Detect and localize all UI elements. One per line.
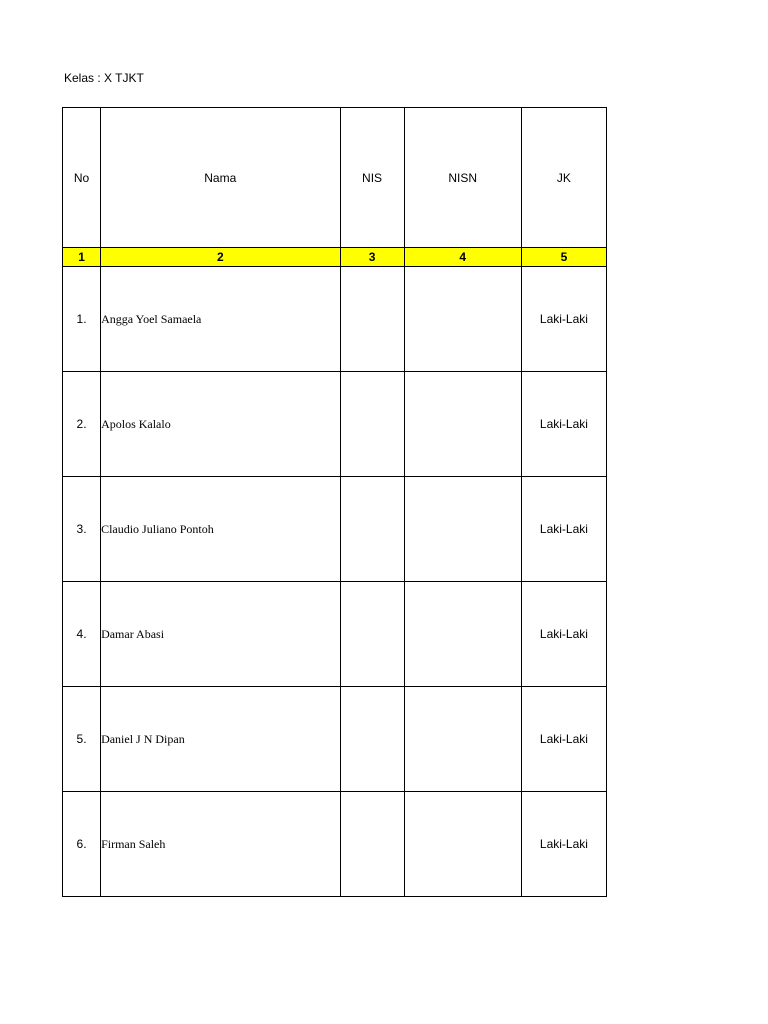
student-nisn [404,372,521,477]
student-gender: Laki-Laki [521,582,606,687]
row-number: 2. [63,372,101,477]
row-number: 4. [63,582,101,687]
student-nisn [404,477,521,582]
student-nisn [404,582,521,687]
student-nisn [404,792,521,897]
table-row [63,582,607,687]
student-nisn [404,687,521,792]
column-index-cell: 5 [521,248,606,267]
student-roster-table [62,107,607,897]
student-name: Firman Saleh [101,792,340,897]
student-nis [340,582,404,687]
header-nis: NIS [340,108,404,248]
table-row [63,372,607,477]
column-index-cell: 3 [340,248,404,267]
student-nis [340,687,404,792]
student-name: Damar Abasi [101,582,340,687]
table-row [63,792,607,897]
table-row [63,267,607,372]
column-index-cell: 4 [404,248,521,267]
row-number: 5. [63,687,101,792]
student-gender: Laki-Laki [521,372,606,477]
student-nis [340,477,404,582]
table-row [63,477,607,582]
student-name: Apolos Kalalo [101,372,340,477]
header-nisn: NISN [404,108,521,248]
student-gender: Laki-Laki [521,687,606,792]
header-nama: Nama [101,108,340,248]
column-index-cell: 2 [101,248,340,267]
header-no: No [63,108,101,248]
student-gender: Laki-Laki [521,477,606,582]
header-row [63,108,607,248]
column-index-row [63,248,607,267]
student-nis [340,372,404,477]
row-number: 6. [63,792,101,897]
student-nisn [404,267,521,372]
student-name: Daniel J N Dipan [101,687,340,792]
student-gender: Laki-Laki [521,267,606,372]
row-number: 1. [63,267,101,372]
class-label: Kelas : X TJKT [64,71,144,85]
student-nis [340,792,404,897]
student-gender: Laki-Laki [521,792,606,897]
student-nis [340,267,404,372]
row-number: 3. [63,477,101,582]
header-jk: JK [521,108,606,248]
student-name: Claudio Juliano Pontoh [101,477,340,582]
student-name: Angga Yoel Samaela [101,267,340,372]
table-row [63,687,607,792]
column-index-cell: 1 [63,248,101,267]
